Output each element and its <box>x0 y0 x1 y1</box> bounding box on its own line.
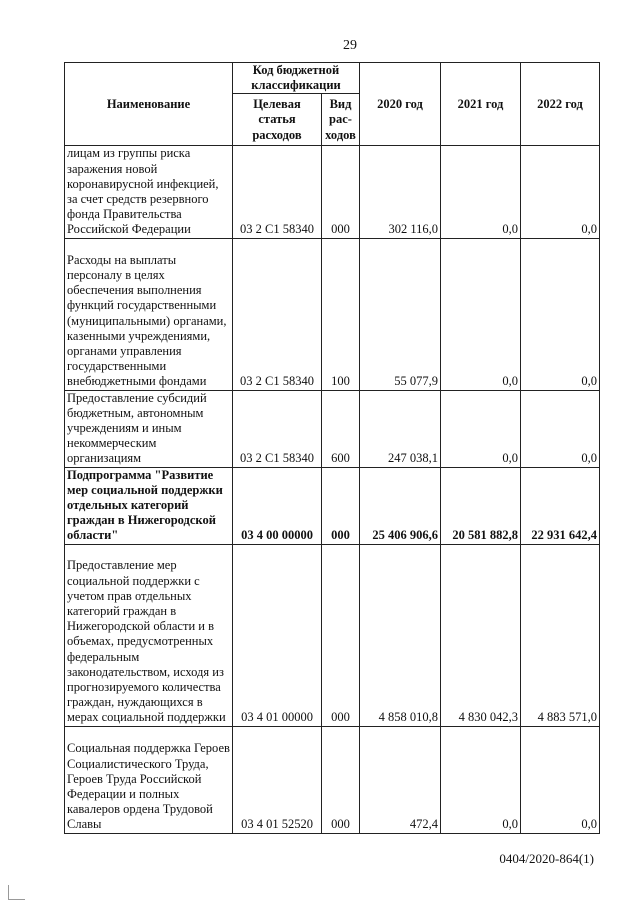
row-name: Расходы на выплаты персоналу в целях обеспечения выполнения функций государственными (муниципальными) органами, казенными учреждениями, органами управления государственными внебюджетными фондами <box>65 238 233 390</box>
row-value-2021: 0,0 <box>441 726 521 833</box>
row-kind-code: 600 <box>322 390 360 467</box>
row-value-2020: 55 077,9 <box>360 238 441 390</box>
document-code: 0404/2020-864(1) <box>499 851 594 866</box>
row-value-2020: 302 116,0 <box>360 146 441 238</box>
row-value-2021: 20 581 882,8 <box>441 467 521 544</box>
header-2021: 2021 год <box>441 63 521 146</box>
header-name: Наименование <box>65 63 233 146</box>
row-target-code: 03 2 С1 58340 <box>233 146 322 238</box>
row-value-2022: 0,0 <box>521 146 600 238</box>
row-name: Подпрограмма "Развитие мер социальной поддержки отдельных категорий граждан в Нижегородской области" <box>65 467 233 544</box>
header-code-group: Код бюджетной классификации <box>233 63 360 94</box>
row-target-code: 03 2 С1 58340 <box>233 390 322 467</box>
table-row <box>65 726 600 833</box>
header-2020: 2020 год <box>360 63 441 146</box>
row-kind-code: 000 <box>322 146 360 238</box>
row-name: Социальная поддержка Героев Социалистического Труда, Героев Труда Российской Федерации и полных кавалеров ордена Трудовой Славы <box>65 726 233 833</box>
table-row <box>65 238 600 390</box>
row-value-2021: 0,0 <box>441 146 521 238</box>
row-target-code: 03 4 00 00000 <box>233 467 322 544</box>
row-target-code: 03 2 С1 58340 <box>233 238 322 390</box>
row-value-2022: 0,0 <box>521 238 600 390</box>
row-value-2021: 0,0 <box>441 390 521 467</box>
row-value-2020: 247 038,1 <box>360 390 441 467</box>
row-value-2022: 4 883 571,0 <box>521 544 600 726</box>
page-number: 29 <box>343 38 357 53</box>
header-2022: 2022 год <box>521 63 600 146</box>
row-value-2021: 4 830 042,3 <box>441 544 521 726</box>
table-row <box>65 467 600 544</box>
table-row <box>65 390 600 467</box>
row-value-2022: 0,0 <box>521 726 600 833</box>
row-value-2020: 472,4 <box>360 726 441 833</box>
header-target: Целевая статья расходов <box>233 94 322 146</box>
header-kind: Вид рас-ходов <box>322 94 360 146</box>
row-value-2021: 0,0 <box>441 238 521 390</box>
row-kind-code: 100 <box>322 238 360 390</box>
row-target-code: 03 4 01 00000 <box>233 544 322 726</box>
row-kind-code: 000 <box>322 544 360 726</box>
row-value-2020: 25 406 906,6 <box>360 467 441 544</box>
table-row <box>65 146 600 238</box>
table-row <box>65 544 600 726</box>
row-kind-code: 000 <box>322 467 360 544</box>
budget-table <box>64 62 600 834</box>
row-name: лицам из группы риска заражения новой коронавирусной инфекцией, за счет средств резервного фонда Правительства Российской Федерации <box>65 146 233 238</box>
row-target-code: 03 4 01 52520 <box>233 726 322 833</box>
row-kind-code: 000 <box>322 726 360 833</box>
row-name: Предоставление субсидий бюджетным, автономным учреждениям и иным некоммерческим организациям <box>65 390 233 467</box>
row-value-2022: 0,0 <box>521 390 600 467</box>
row-value-2020: 4 858 010,8 <box>360 544 441 726</box>
row-value-2022: 22 931 642,4 <box>521 467 600 544</box>
corner-mark <box>8 885 25 900</box>
row-name: Предоставление мер социальной поддержки с учетом прав отдельных категорий граждан в Нижегородской области и в объемах, предусмотренных федеральным законодательством, исходя из прогнозируемого количества граждан, нуждающихся в мерах социальной поддержки <box>65 544 233 726</box>
